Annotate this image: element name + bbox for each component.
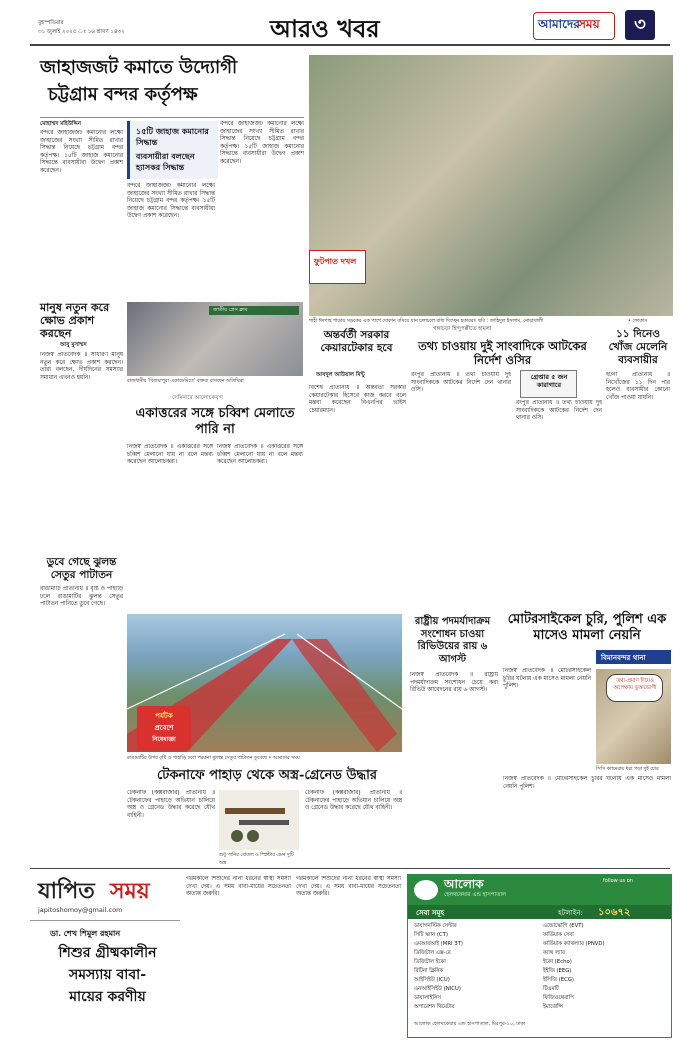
mannan-byline: আবু মুসাম্মদ [60, 342, 87, 348]
ad-service-item: এন্ডোস্কোপি (EVT) [543, 923, 584, 929]
missing-headline: ১১ দিনেও খোঁজ মেলেনি ব্যবসায়ীর [608, 328, 668, 366]
seminar-banner-label: জাতীয় প্রেস ক্লাব [213, 307, 248, 313]
lead-rule [40, 117, 304, 118]
japito-title-1: শিশুর গ্রীষ্মকালীন [58, 945, 157, 961]
ad-service-item: ইকো (Echo) [543, 959, 572, 965]
brand-left: আমাদের [538, 17, 580, 31]
ad-service-item: সিটি স্ক্যান (CT) [414, 932, 448, 938]
japito-brand-1: যাপিত [38, 878, 95, 904]
ad-services-left [414, 922, 539, 1012]
journalists-box [520, 370, 577, 398]
teknaf-body-col2: টেকনাফ (কক্সবাজার) প্রতিনিধি ॥ টেকনাফের পাহাড়ে অভিযান চালিয়ে অস্ত্র ও গ্রেনেড উদ্ধার করেছে যৌথ বাহিনী। [305, 790, 402, 812]
speech-text: তথ্য-প্রমাণ দিয়েও অপেক্ষায় ভুক্তভোগী [613, 678, 657, 691]
seminar-body-col1: নিজস্ব প্রতিবেদক ॥ একাত্তরের সঙ্গে চব্বিশ মেলানো যায় না বলে মন্তব্য করেছেন আলোচকরা। [127, 444, 213, 466]
bridge-photo [127, 614, 402, 752]
weapons-caption: শুধু পানির বোতল ও স্প্লিন্টার এমন দুটি অস্ত্র [219, 853, 294, 866]
mannan-headline: মানুষ নতুন করে ক্ষোভ প্রকাশ করছেন [40, 301, 110, 340]
issue-day: বুহস্পতিবার [38, 20, 64, 26]
ad-service-item: অপারেশন থিয়েটার [414, 1004, 455, 1010]
weapons-photo [219, 790, 299, 850]
japito-title-2: সমস্যায় বাবা- [68, 967, 147, 983]
lead-headline-1: জাহাজজট কমাতে উদ্যোগী [40, 57, 238, 78]
page-number: ৩ [625, 10, 655, 40]
bridge-body: রাঙামাটি প্রতিনিধি ॥ বৃষ্টি ও পাহাড়ি ঢলে রাঙামাটির ঝুলন্ত সেতুর পাটাতন পানিতে ডুবে গেছে। [40, 586, 123, 608]
brand-logo [533, 12, 615, 40]
hawker-credit: • ফোকাস [628, 319, 648, 324]
thieves-photo [596, 669, 671, 764]
japito-rule [30, 920, 180, 921]
seminar-banner [209, 306, 299, 315]
journalists-kicker: গঙ্গাচড়া হিন্দুপল্লীতে হামলা [433, 326, 492, 332]
issue-date: ৩১ জুলাই ২০২৫ ঃ ১৬ শ্রাবণ ১৪৩২ [38, 29, 125, 35]
caretaker-body: বিশেষ প্রতিনিধি ॥ অন্তর্বর্তী সরকার কেয়ারটেকার হিসেবে কাজ করবে বলে মন্তব্য করেছেন বিএনপির ভাইস চেয়ারম্যান। [309, 385, 406, 414]
lead-byline: মোহাম্মদ মহিউদ্দিন [40, 121, 81, 127]
seminar-caption: রাজধানীর 'বিজয়াপুরা একাডেমিতে' বক্তব্য রাখছেন অতিথিরা [127, 379, 244, 384]
journalists-box-text: গ্রেপ্তার ৫ জন কারাগারে [530, 373, 568, 389]
ad-service-item: ক্যাথ ল্যাব [543, 950, 565, 956]
ad-service-item: এমআরআই (MRI 3T) [414, 941, 463, 947]
ad-service-item: ইসিজি (ECG) [543, 977, 574, 983]
seminar-photo [127, 302, 303, 376]
alok-ad [407, 874, 672, 1038]
caretaker-headline: অন্তর্বর্তী সরকার কেয়ারটেকার হবে [320, 329, 393, 354]
ad-service-item: ডিজিটাল ইকো [414, 959, 446, 965]
bridge-badge-line1: পর্যটক [155, 711, 173, 720]
bridge-caption: রাঙামাটির উপর বৃষ্টি ও পাহাড়ি ঢলে পরকনা ঝুলন্ত সেতুর পাটাতন ডুবেছে • আমাদের সময় [127, 756, 300, 761]
ad-service-item: কার্ডিয়াক সেবা [543, 932, 574, 938]
weapons-illustration [219, 790, 299, 850]
motorcycle-kicker-box [596, 650, 671, 664]
ad-subtitle: হেলথকেয়ার এন্ড হাসপাতাল [444, 892, 507, 898]
ad-hotline[interactable]: ১০৬৭২ [598, 907, 631, 918]
lead-body-col1: বন্দরে জাহাজজট কমানোর লক্ষ্যে জাহাজের সংখ্যা সীমিত রাখার সিদ্ধান্ত নিয়েছে চট্টগ্রাম বন্দর কর্তৃপক্ষ। ১৫টি জাহাজ কমানোর সিদ্ধান্তে ব্যবসায়ীরা উদ্বেগ প্রকাশ করেছেন। [40, 130, 123, 174]
lead-side-2: ব্যবসায়ীরা বলছেন হ্যাসকর সিদ্ধান্ত [136, 151, 195, 172]
ad-address: আলোক হেলথকেয়ার এন্ড হাসপাতাল, মিরপুর-১০, ঢাকা [414, 1021, 526, 1027]
ad-brand: আলোক [444, 877, 484, 891]
seminar-headline: একাত্তরের সঙ্গে চব্বিশ মেলাতে পারি না [135, 406, 295, 437]
motorcycle-headline: মোটরসাইকেল চুরি, পুলিশ এক মাসেও মামলা নেয়নি [507, 612, 667, 643]
ad-service-item: কার্ডিয়াক ক্যাথল্যাব (PNVD) [543, 941, 605, 947]
motorcycle-body-col1: নিজস্ব প্রতিবেদক ॥ মোটরসাইকেল চুরির ঘটনায় এক মাসেও মামলা নেয়নি পুলিশ। [503, 668, 591, 690]
seminar-body-col2: নিজস্ব প্রতিবেদক ॥ একাত্তরের সঙ্গে চব্বিশ মেলানো যায় না বলে মন্তব্য করেছেন আলোচকরা। [217, 444, 303, 466]
japito-body-col1: গরমকালে শিশুদের নানা ধরনের স্বাস্থ্য সমস্যা দেখা দেয়। এ সময় বাবা-মায়ের সচেতনতা অত্যন্ত জরুরি। [186, 876, 291, 898]
japito-body-col2: গরমকালে শিশুদের নানা ধরনের স্বাস্থ্য সমস্যা দেখা দেয়। এ সময় বাবা-মায়ের সচেতনতা অত্যন্ত জরুরি। [296, 876, 401, 898]
hawker-caption: শাহী ঈদগাহ পাড়ায় সড়কের এক পাশে দোকান বসিয়ে যান চলাচলে বাধা দিচ্ছেন হকাররা। ছবি : জাহিদুল ইসলাম, নোয়াখালী [309, 319, 544, 324]
ad-follow: follow us on [603, 878, 633, 884]
speech-bubble [606, 674, 663, 702]
journalists-body-col2: রংপুর প্রতিনিধি ॥ তথ্য চাওয়ায় দুই সাংবাদিককে আটকের নির্দেশ দেন থানার ওসি। [516, 400, 602, 422]
japito-email[interactable]: japitoshomoy@gmail.com [38, 906, 123, 914]
photo-label: ফুটপাত দখল [314, 256, 357, 266]
ad-hotline-label: হটলাইন: [558, 909, 583, 917]
hawker-photo [309, 55, 673, 316]
ad-service-item: ইমার্জেন্সি [543, 1004, 563, 1010]
ad-service-item: ফিজিওথেরাপি [543, 995, 574, 1001]
lead-headline-2: চট্টগ্রাম বন্দর কর্তৃপক্ষ [48, 84, 198, 105]
japito-title-3: মায়ের করণীয় [69, 989, 146, 1005]
japito-brand-2: সময় [110, 878, 150, 904]
bridge-headline: ডুবে গেছে ঝুলন্ত সেতুর পাটাতন [46, 556, 117, 581]
ad-service-item: আইসিইউ (ICU) [414, 977, 450, 983]
journalists-headline: তথ্য চাওয়ায় দুই সাংবাদিকে আটকের নির্দেশ ওসির [418, 339, 587, 367]
teknaf-body-col1: টেকনাফ (কক্সবাজার) প্রতিনিধি ॥ টেকনাফের পাহাড়ে অভিযান চালিয়ে অস্ত্র ও গ্রেনেড উদ্ধার করেছে যৌথ বাহিনী। [127, 790, 215, 819]
header-rule [30, 44, 670, 46]
referendum-headline: রাষ্ট্রীয় পদমর্যাদাক্রম সংশোধন চাওয়া রিভিউয়ের রায় ৬ আগস্ট [414, 616, 491, 665]
motorcycle-body-col2: নিজস্ব প্রতিবেদক ॥ মোটরসাইকেল চুরির ঘটনায় এক মাসেও মামলা নেয়নি পুলিশ। [503, 776, 671, 790]
referendum-body: নিজস্ব প্রতিবেদক ॥ রাষ্ট্রীয় পদমর্যাদাক্রম সংশোধন চেয়ে করা রিভিউ আবেদনের রায় ৬ আগস্ট। [410, 672, 498, 694]
thieves-caption: সিসি ক্যামেরায় ধরা পড়া দুই চোর [596, 767, 659, 772]
mannan-body: নিজস্ব প্রতিবেদক ॥ সাধারণ মানুষ নতুন করে ক্ষোভ প্রকাশ করছেন। তারা বলছেন, দীর্ঘদিনের সমস্যার সমাধান এখনও হয়নি। [40, 352, 123, 381]
bridge-badge-line3: নিষেধাজ্ঞা [152, 736, 176, 743]
caretaker-byline: আবদুল আউয়াল মিন্টু [316, 372, 365, 378]
lead-sidebar [127, 121, 218, 179]
ad-service-item: ডায়াগনস্টিক সেন্টার [414, 923, 457, 929]
journalists-body-col1: রংপুর প্রতিনিধি ॥ তথ্য চাওয়ায় দুই সাংবাদিককে আটকের নির্দেশ দেন থানার ওসি। [411, 372, 511, 394]
ad-service-item: রিটিনা ক্লিনিক [414, 968, 444, 974]
japito-column [30, 874, 180, 1034]
ad-service-item: এনআইসিইউ (NICU) [414, 986, 461, 992]
ad-services-bar [408, 905, 671, 919]
ad-service-item: ইইজি (EEG) [543, 968, 572, 974]
missing-body: ইটনা প্রতিনিধি ॥ নিখোঁজের ১১ দিন পার হলেও ব্যবসায়ীর কোনো খোঁজ পাওয়া যায়নি। [606, 372, 670, 401]
photo-label-box [309, 250, 366, 284]
lead-body-col2: বন্দরে জাহাজজট কমানোর লক্ষ্যে জাহাজের সংখ্যা সীমিত রাখার সিদ্ধান্ত নিয়েছে চট্টগ্রাম বন্দর কর্তৃপক্ষ। ১৫টি জাহাজ কমানোর সিদ্ধান্তে ব্যবসায়ীরা উদ্বেগ প্রকাশ করেছেন। [127, 183, 215, 220]
ad-services-right [543, 922, 668, 1012]
section-title: আরও খবর [270, 14, 380, 43]
ad-service-item: টিএমটি [543, 986, 559, 992]
lead-side-1: ১৫টি জাহাজ কমানোর সিদ্ধান্ত [136, 126, 209, 147]
ad-service-item: ডায়ালাইসিস [414, 995, 441, 1001]
japito-doctor: ডা. শেখ শিমুল রহমান [50, 928, 121, 938]
bridge-badge [137, 706, 191, 750]
lead-body-col3: বন্দরে জাহাজজট কমানোর লক্ষ্যে জাহাজের সংখ্যা সীমিত রাখার সিদ্ধান্ত নিয়েছে চট্টগ্রাম বন্দর কর্তৃপক্ষ। ১৫টি জাহাজ কমানোর সিদ্ধান্তে ব্যবসায়ীরা উদ্বেগ প্রকাশ করেছেন। [220, 121, 304, 165]
motorcycle-kicker: বিমানবন্দর থানা [601, 654, 646, 662]
ad-logo-icon [414, 880, 438, 900]
teknaf-headline: টেকনাফে পাহাড় থেকে অস্ত্র-গ্রেনেড উদ্ধার [156, 768, 378, 783]
footer-rule [30, 868, 670, 869]
ad-services-title: সেবা সমূহ [416, 909, 445, 917]
seminar-kicker: সেমিনারে আলোচকবৃন্দ [172, 395, 223, 401]
ad-service-item: ডিজিটাল এক্স-রে [414, 950, 451, 956]
brand-right: সময় [578, 17, 600, 31]
bridge-badge-line2: প্রবেশে [154, 723, 174, 732]
